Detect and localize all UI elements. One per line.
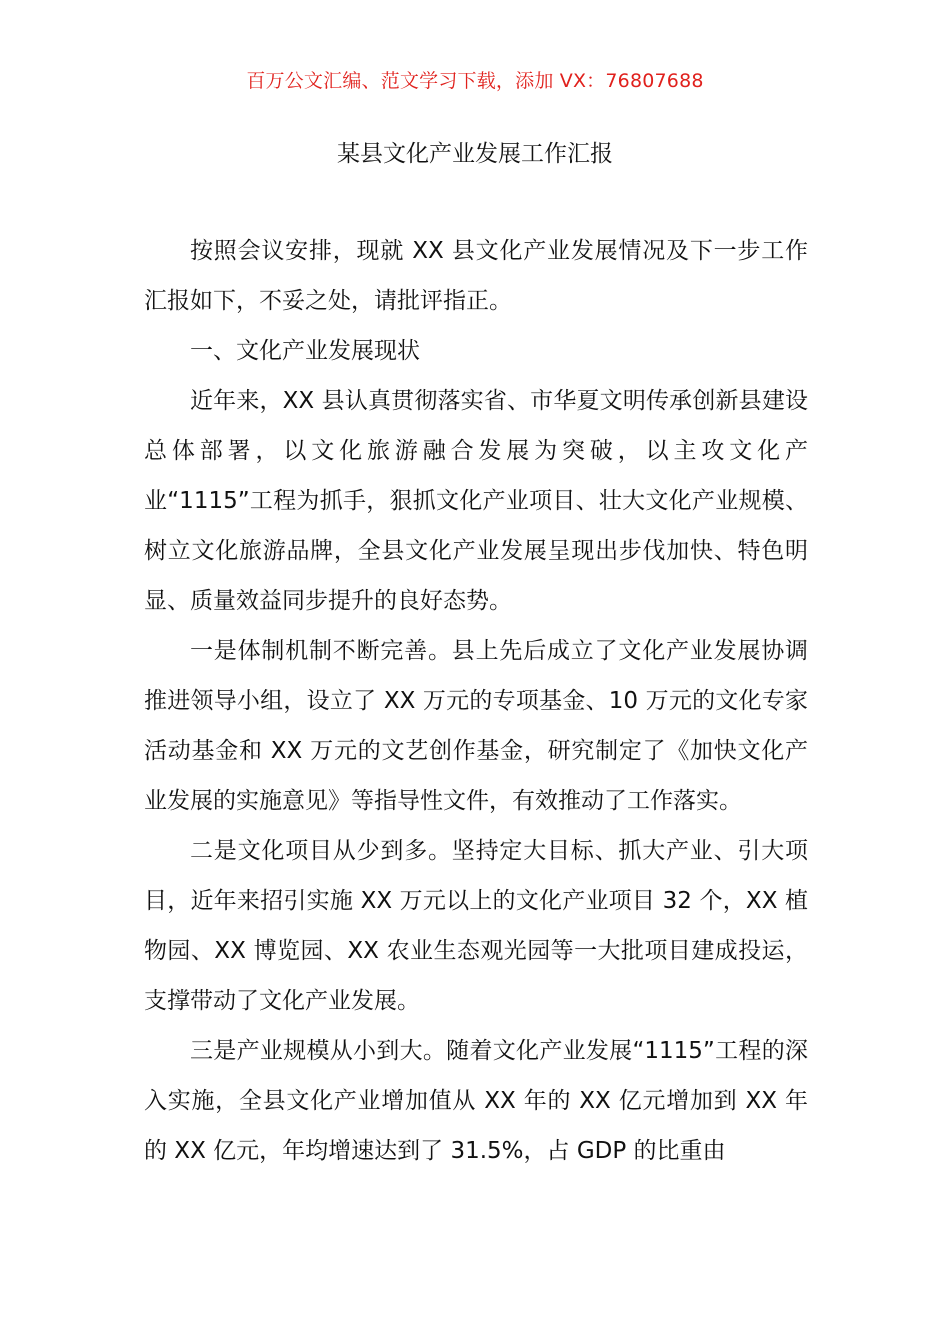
paragraph-mechanism: 一是体制机制不断完善。县上先后成立了文化产业发展协调推进领导小组，设立了 XX 万元的专项基金、10 万元的文化专家活动基金和 XX 万元的文艺创作基金，研究制定了《加快文化产业发展的实施意见》等指导性文件，有效推动了工作落实。: [144, 638, 808, 814]
paragraph-projects: 二是文化项目从少到多。坚持定大目标、抓大产业、引大项目，近年来招引实施 XX 万元以上的文化产业项目 32 个，XX 植物园、XX 博览园、XX 农业生态观光园等一大批项目建成投运，支撑带动了文化产业发展。: [144, 838, 808, 1014]
page-title: 某县文化产业发展工作汇报: [337, 141, 613, 167]
document-body: [144, 226, 808, 1176]
paragraph-intro: 按照会议安排，现就 XX 县文化产业发展情况及下一步工作汇报如下，不妥之处，请批评指正。: [144, 238, 808, 314]
paragraph-overview: 近年来，XX 县认真贯彻落实省、市华夏文明传承创新县建设总体部署，以文化旅游融合发展为突破，以主攻文化产业“1115”工程为抓手，狠抓文化产业项目、壮大文化产业规模、树立文化旅游品牌，全县文化产业发展呈现出步伐加快、特色明显、质量效益同步提升的良好态势。: [144, 388, 808, 614]
section-heading-status: 一、文化产业发展现状: [190, 338, 420, 364]
header-watermark-note: 百万公文汇编、范文学习下载，添加 VX：76807688: [246, 70, 704, 92]
paragraph-scale: 三是产业规模从小到大。随着文化产业发展“1115”工程的深入实施，全县文化产业增加值从 XX 年的 XX 亿元增加到 XX 年的 XX 亿元，年均增速达到了 31.5%，占 GDP 的比重由: [144, 1038, 808, 1164]
